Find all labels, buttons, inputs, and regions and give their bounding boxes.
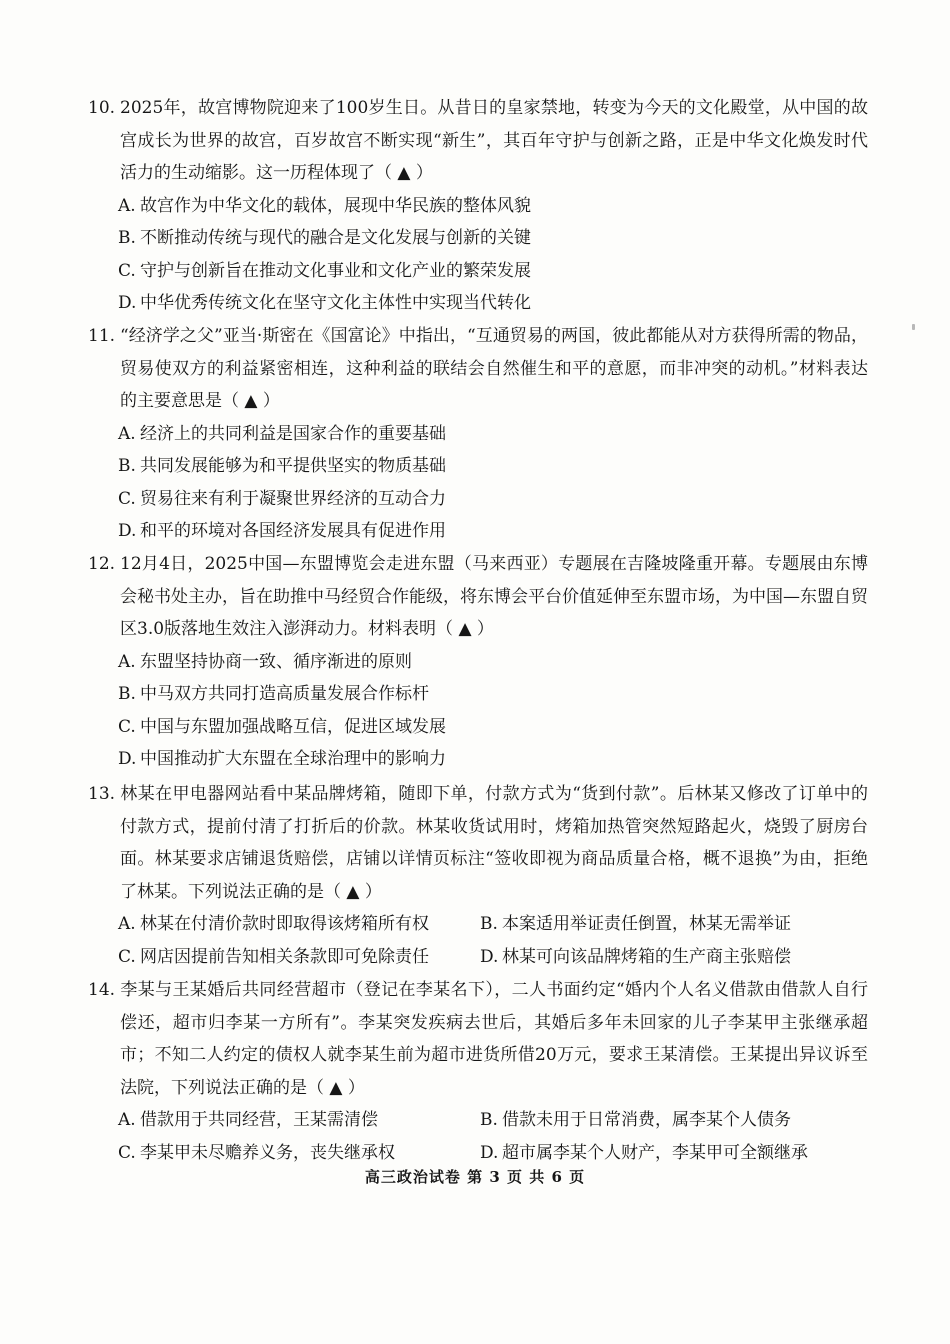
- question-number: 11.: [88, 326, 116, 346]
- options-row: [118, 908, 868, 941]
- question-stem: 14. 李某与王某婚后共同经营超市（登记在李某名下），二人书面约定“婚内个人名义借款由借款人自行偿还，超市归李某一方所有”。李某突发疾病去世后，其婚后多年未回家的儿子李某甲主张继承超市；不知二人约定的债权人就李某生前为超市进货所借20万元，要求王某清偿。王某提出异议诉至法院，下列说法正确的是（ ▲ ）: [88, 974, 868, 1104]
- option-c[interactable]: C. 贸易往来有利于凝聚世界经济的互动合力: [118, 488, 446, 509]
- question-number: 12.: [88, 554, 116, 574]
- option-b[interactable]: B. 本案适用举证责任倒置，林某无需举证: [480, 914, 791, 934]
- question-stem: 12. 12月4日，2025中国—东盟博览会走进东盟（马来西亚）专题展在吉隆坡隆重开幕。专题展由东博会秘书处主办，旨在助推中马经贸合作能级，将东博会平台价值延伸至东盟市场，为中国—东盟自贸区3.0版落地生效注入澎湃动力。材料表明（ ▲ ）: [88, 548, 868, 646]
- option-a[interactable]: A. 东盟坚持协商一致、循序渐进的原则: [118, 651, 412, 672]
- question-number: 10.: [88, 98, 116, 118]
- options-row: [118, 1137, 868, 1170]
- options-list: [88, 908, 868, 973]
- options-list: [88, 1104, 868, 1169]
- options-list: [88, 190, 868, 320]
- option-a[interactable]: A. 故宫作为中华文化的载体，展现中华民族的整体风貌: [118, 195, 531, 216]
- question-stem: 13. 林某在甲电器网站看中某品牌烤箱，随即下单，付款方式为“货到付款”。后林某又修改了订单中的付款方式，提前付清了打折后的价款。林某收货试用时，烤箱加热管突然短路起火，烧毁了厨房台面。林某要求店铺退货赔偿，店铺以详情页标注“签收即视为商品质量合格，概不退换”为由，拒绝了林某。下列说法正确的是（ ▲ ）: [88, 778, 868, 908]
- option-d[interactable]: D. 超市属李某个人财产，李某甲可全额继承: [480, 1142, 808, 1163]
- option-b[interactable]: B. 共同发展能够为和平提供坚实的物质基础: [118, 456, 446, 476]
- scan-speck: [912, 324, 915, 330]
- option-a[interactable]: A. 经济上的共同利益是国家合作的重要基础: [118, 423, 446, 444]
- option-d[interactable]: D. 中华优秀传统文化在坚守文化主体性中实现当代转化: [118, 293, 531, 313]
- page-footer: 高三政治试卷 第 3 页 共 6 页: [364, 1168, 586, 1186]
- option-b[interactable]: B. 借款未用于日常消费，属李某个人债务: [480, 1110, 791, 1130]
- question-stem: 10. 2025年，故宫博物院迎来了100岁生日。从昔日的皇家禁地，转变为今天的文化殿堂，从中国的故宫成长为世界的故宫，百岁故宫不断实现“新生”，其百年守护与创新之路，正是中华文化焕发时代活力的生动缩影。这一历程体现了（ ▲ ）: [88, 92, 868, 190]
- question-number: 13.: [88, 784, 116, 804]
- options-row: [118, 1104, 868, 1137]
- question-13: [88, 778, 868, 973]
- question-11: [88, 320, 868, 548]
- options-list: [88, 646, 868, 776]
- question-number: 14.: [88, 980, 116, 1000]
- question-12: [88, 548, 868, 776]
- question-10: [88, 92, 868, 320]
- option-d[interactable]: D. 林某可向该品牌烤箱的生产商主张赔偿: [480, 946, 791, 967]
- question-stem: 11. “经济学之父”亚当·斯密在《国富论》中指出，“互通贸易的两国，彼此都能从对方获得所需的物品，贸易使双方的利益紧密相连，这种利益的联结会自然催生和平的意愿，而非冲突的动机。”材料表达的主要意思是（ ▲ ）: [88, 320, 868, 418]
- option-d[interactable]: D. 中国推动扩大东盟在全球治理中的影响力: [118, 749, 446, 769]
- question-14: [88, 974, 868, 1169]
- option-b[interactable]: B. 中马双方共同打造高质量发展合作标杆: [118, 684, 429, 704]
- option-a[interactable]: A. 林某在付清价款时即取得该烤箱所有权: [118, 914, 429, 934]
- option-c[interactable]: C. 李某甲未尽赡养义务，丧失继承权: [118, 1142, 395, 1163]
- option-c[interactable]: C. 网店因提前告知相关条款即可免除责任: [118, 946, 429, 967]
- option-b[interactable]: B. 不断推动传统与现代的融合是文化发展与创新的关键: [118, 228, 531, 248]
- option-c[interactable]: C. 中国与东盟加强战略互信，促进区域发展: [118, 716, 446, 737]
- option-a[interactable]: A. 借款用于共同经营，王某需清偿: [118, 1110, 378, 1130]
- options-row: [118, 941, 868, 974]
- option-d[interactable]: D. 和平的环境对各国经济发展具有促进作用: [118, 521, 446, 541]
- options-list: [88, 418, 868, 548]
- option-c[interactable]: C. 守护与创新旨在推动文化事业和文化产业的繁荣发展: [118, 260, 531, 281]
